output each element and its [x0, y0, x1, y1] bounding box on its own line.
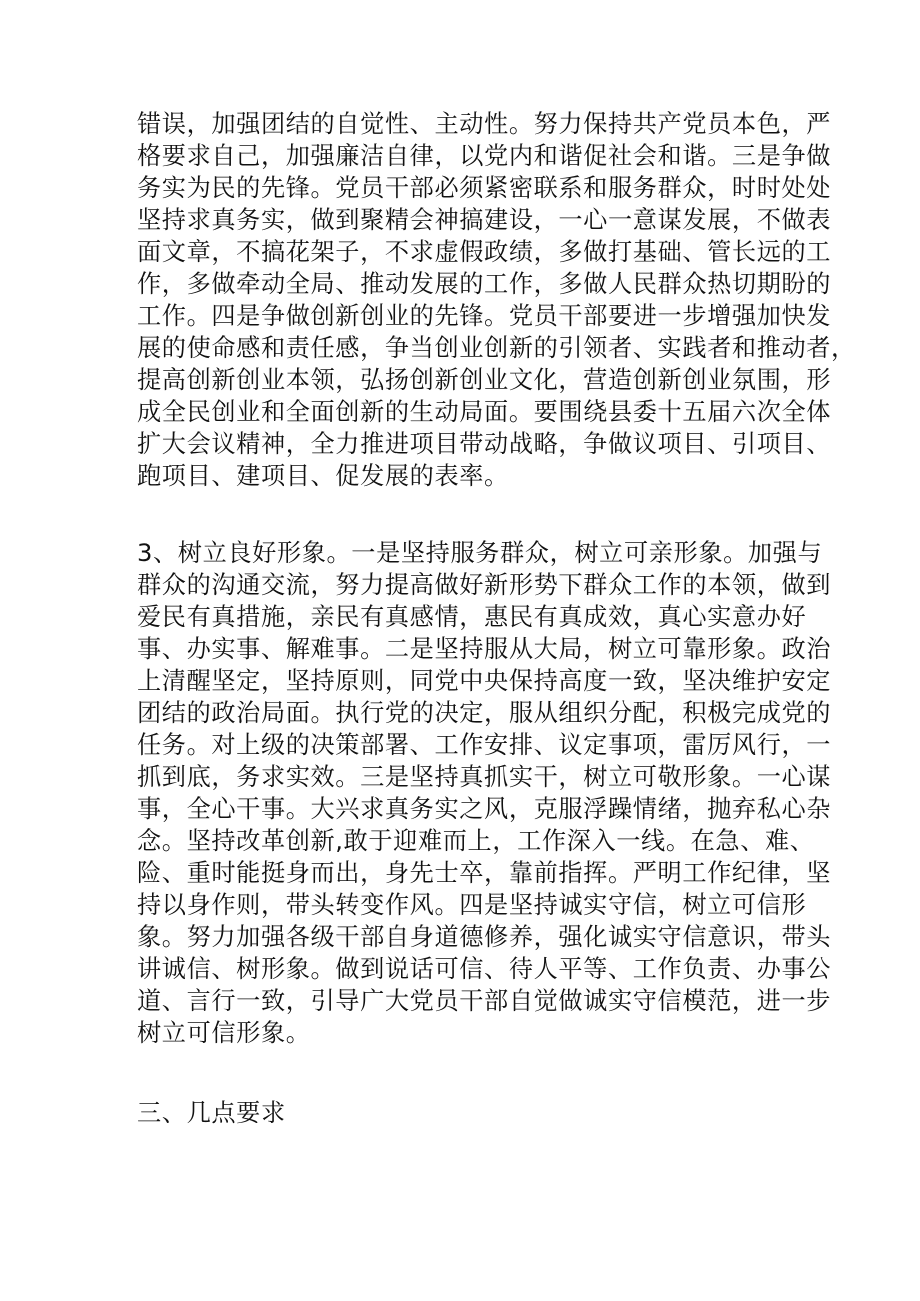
text-line: 坚持求真务实，做到聚精会神搞建设，一心一意谋发展，不做表 — [137, 206, 832, 234]
text-line: 跑项目、建项目、促发展的表率。 — [137, 462, 509, 490]
text-line: 提高创新创业本领，弘扬创新创业文化，营造创新创业氛围，形 — [137, 366, 832, 394]
text-line: 成全民创业和全面创新的生动局面。要围绕县委十五届六次全体 — [137, 398, 832, 426]
text-line: 念。坚持改革创新,敢于迎难而上，工作深入一线。在急、难、 — [137, 827, 815, 855]
text-line: 抓到底，务求实效。三是坚持真抓实干，树立可敬形象。一心谋 — [137, 763, 832, 791]
text-line: 展的使命感和责任感，争当创业创新的引领者、实践者和推动者， — [137, 334, 856, 362]
text-line: 格要求自己，加强廉洁自律，以党内和谐促社会和谐。三是争做 — [137, 142, 832, 170]
text-line: 任务。对上级的决策部署、工作安排、议定事项，雷厉风行，一 — [137, 731, 832, 759]
text-line: 上清醒坚定，坚持原则，同党中央保持高度一致，坚决维护安定 — [137, 667, 832, 695]
text-line: 面文章，不搞花架子，不求虚假政绩，多做打基础、管长远的工 — [137, 238, 832, 266]
text-line: 持以身作则，带头转变作风。四是坚持诚实守信，树立可信形 — [137, 891, 807, 919]
text-line: 树立可信形象。 — [137, 1019, 311, 1047]
text-line: 扩大会议精神，全力推进项目带动战略，争做议项目、引项目、 — [137, 430, 832, 458]
text-line: 3、树立良好形象。一是坚持服务群众，树立可亲形象。加强与 — [137, 539, 823, 567]
text-line: 道、言行一致，引导广大党员干部自觉做诚实守信模范，进一步 — [137, 987, 832, 1015]
text-line: 象。努力加强各级干部自身道德修养，强化诚实守信意识，带头 — [137, 923, 832, 951]
section-heading: 三、几点要求 — [137, 1099, 286, 1127]
text-line: 工作。四是争做创新创业的先锋。党员干部要进一步增强加快发 — [137, 302, 832, 330]
text-line: 讲诚信、树形象。做到说话可信、待人平等、工作负责、办事公 — [137, 955, 832, 983]
text-line: 务实为民的先锋。党员干部必须紧密联系和服务群众，时时处处 — [137, 174, 832, 202]
text-line: 险、重时能挺身而出，身先士卒，靠前指挥。严明工作纪律，坚 — [137, 859, 832, 887]
text-line: 爱民有真措施，亲民有真感情，惠民有真成效，真心实意办好 — [137, 603, 807, 631]
text-line: 错误，加强团结的自觉性、主动性。努力保持共产党员本色，严 — [137, 110, 832, 138]
text-line: 事、办实事、解难事。二是坚持服从大局，树立可靠形象。政治 — [137, 635, 832, 663]
text-line: 作，多做牵动全局、推动发展的工作，多做人民群众热切期盼的 — [137, 270, 832, 298]
text-line: 团结的政治局面。执行党的决定，服从组织分配，积极完成党的 — [137, 699, 832, 727]
text-line: 事，全心干事。大兴求真务实之风，克服浮躁情绪，抛弃私心杂 — [137, 795, 832, 823]
text-line: 群众的沟通交流，努力提高做好新形势下群众工作的本领，做到 — [137, 571, 832, 599]
